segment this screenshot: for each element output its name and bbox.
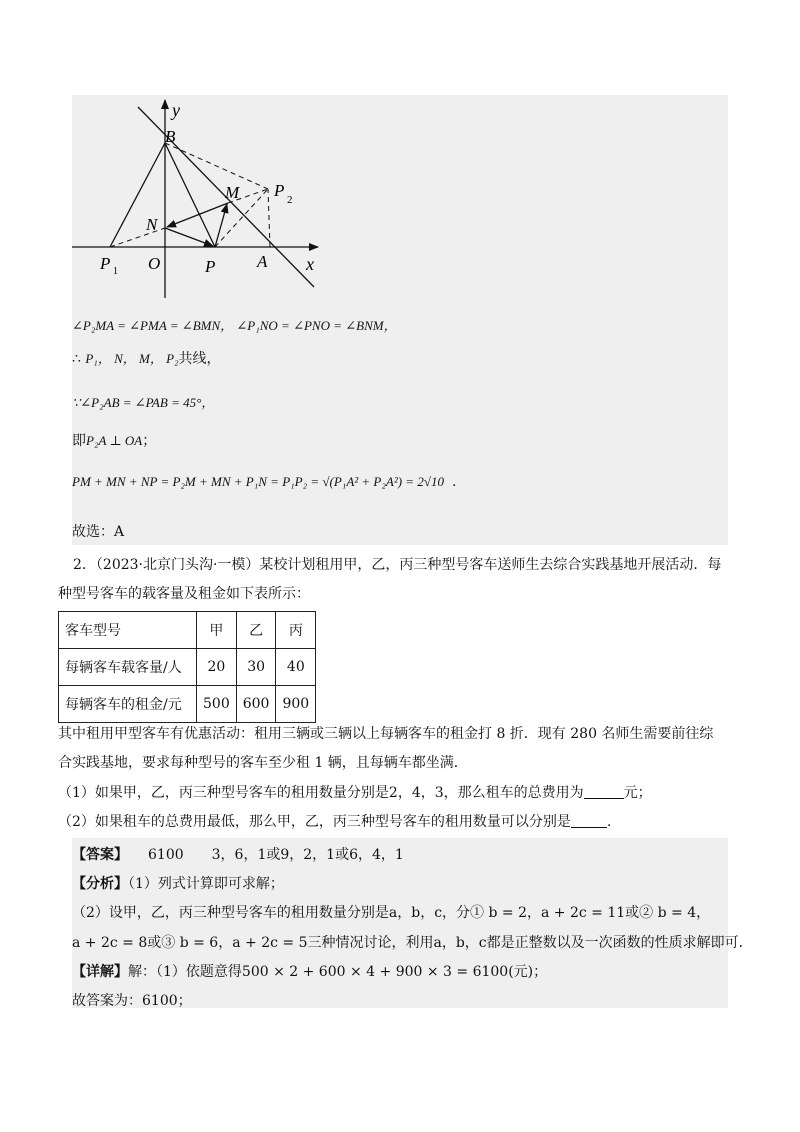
arrow-n-p: [165, 228, 213, 246]
answer-choice: 故选：A: [72, 524, 125, 540]
dash-a-p2: [268, 189, 270, 247]
therefore-symbol: ∴: [72, 351, 86, 367]
problem-line-2: 种型号客车的载客量及租金如下表所示：: [58, 586, 310, 602]
label-b: B: [165, 127, 176, 146]
table-cell: 客车型号: [59, 612, 197, 649]
analysis-line-2: （2）设甲，乙，丙三种型号客车的租用数量分别是a，b，c，分① b = 2，a + 2c = 11或② b = 4，: [72, 905, 711, 921]
semicolon: ；: [142, 433, 157, 449]
label-n: N: [146, 215, 158, 234]
table-cell: 丙: [276, 612, 316, 649]
question-1-unit: 元；: [623, 785, 652, 801]
ji-text: 即: [72, 433, 86, 449]
solution-line-perpendicular: [72, 431, 156, 451]
arrow-p-m: [215, 204, 227, 247]
detail-line-2: 故答案为：6100；: [72, 993, 192, 1009]
table-cell: 500: [197, 686, 237, 723]
arrow-m-n: [167, 203, 228, 227]
question-2: [58, 812, 611, 832]
period: .: [451, 474, 457, 490]
solution-line-angles: ∠P₂MA = ∠PMA = ∠BMN， ∠P₁NO = ∠PNO = ∠BNM，: [72, 318, 397, 333]
bus-table: [58, 611, 316, 723]
label-o: O: [148, 254, 161, 273]
sum-expr: PM + MN + NP = P₂M + MN + P₁N = P₁P₂ = √(P₁A² + P₂A²) = 2√10: [72, 474, 444, 489]
question-2-text: （2）如果租车的总费用最低，那么甲，乙，丙三种型号客车的租用数量可以分别是: [58, 814, 571, 830]
problem-line-4: 合实践基地，要求每种型号的客车至少租 1 辆，且每辆车都坐满．: [58, 755, 468, 771]
solution-line-collinear: [72, 349, 221, 369]
question-1-text: （1）如果甲，乙，丙三种型号客车的租用数量分别是2，4，3，那么租车的总费用为: [58, 785, 584, 801]
label-p1-sub: 1: [113, 266, 118, 277]
table-cell: 900: [276, 686, 316, 723]
collinear-points: P₁， N， M， P₂: [85, 351, 179, 366]
analysis-line-3: a + 2c = 8或③ b = 6，a + 2c = 5三种情况讨论，利用a，b，c都是正整数以及一次函数的性质求解即可．: [72, 935, 753, 951]
question-1: [58, 783, 652, 803]
solution-line-sum: [72, 472, 456, 492]
label-p2-sub: 2: [287, 194, 293, 206]
table-cell: 600: [236, 686, 276, 723]
table-cell: 每辆客车载客量/人: [59, 649, 197, 686]
table-cell: 甲: [197, 612, 237, 649]
analysis-label: 【分析】: [72, 876, 128, 892]
label-p2: P: [274, 181, 285, 200]
table-row: [59, 649, 316, 686]
table-cell: 乙: [236, 612, 276, 649]
analysis-line-1: [72, 874, 284, 894]
label-p: P: [205, 257, 216, 276]
perpendicular-expr: P₂A ⊥ OA: [86, 433, 143, 448]
question-2-end: .: [606, 814, 612, 830]
label-m: M: [225, 183, 240, 202]
table-cell: 每辆客车的租金/元: [59, 686, 197, 723]
detail-label: 【详解】: [72, 964, 128, 980]
table-row: [59, 612, 316, 649]
answer-value: 6100 3，6，1或9，2，1或6，4，1: [148, 847, 404, 863]
label-x: x: [306, 254, 314, 274]
geometry-figure: [0, 0, 800, 300]
answer-line: [72, 845, 404, 865]
answer-blank-2: [571, 813, 607, 828]
answer-label: 【答案】: [72, 847, 128, 863]
table-row: [59, 686, 316, 723]
detail-line-1: [72, 962, 547, 982]
analysis-text-1: （1）列式计算即可求解；: [128, 876, 284, 892]
problem-line-1: 2．（2023·北京门头沟·一模）某校计划租用甲，乙，丙三种型号客车送师生去综合实践基地开展活动．每: [73, 557, 722, 573]
label-p1: P: [100, 254, 111, 273]
collinear-text: 共线，: [178, 351, 221, 367]
problem-line-3: 其中租用甲型客车有优惠活动：租用三辆或三辆以上每辆客车的租金打 8 折．现有 280 名师生需要前往综: [58, 726, 714, 742]
solution-line-45deg: ∵∠P₂AB = ∠PAB = 45°，: [72, 395, 215, 410]
table-cell: 30: [236, 649, 276, 686]
label-a: A: [257, 252, 268, 271]
label-y: y: [172, 100, 180, 120]
answer-blank-1: [584, 784, 624, 799]
table-cell: 20: [197, 649, 237, 686]
detail-text-1: 解：（1）依题意得500 × 2 + 600 × 4 + 900 × 3 = 6100(元)；: [128, 964, 548, 980]
table-cell: 40: [276, 649, 316, 686]
